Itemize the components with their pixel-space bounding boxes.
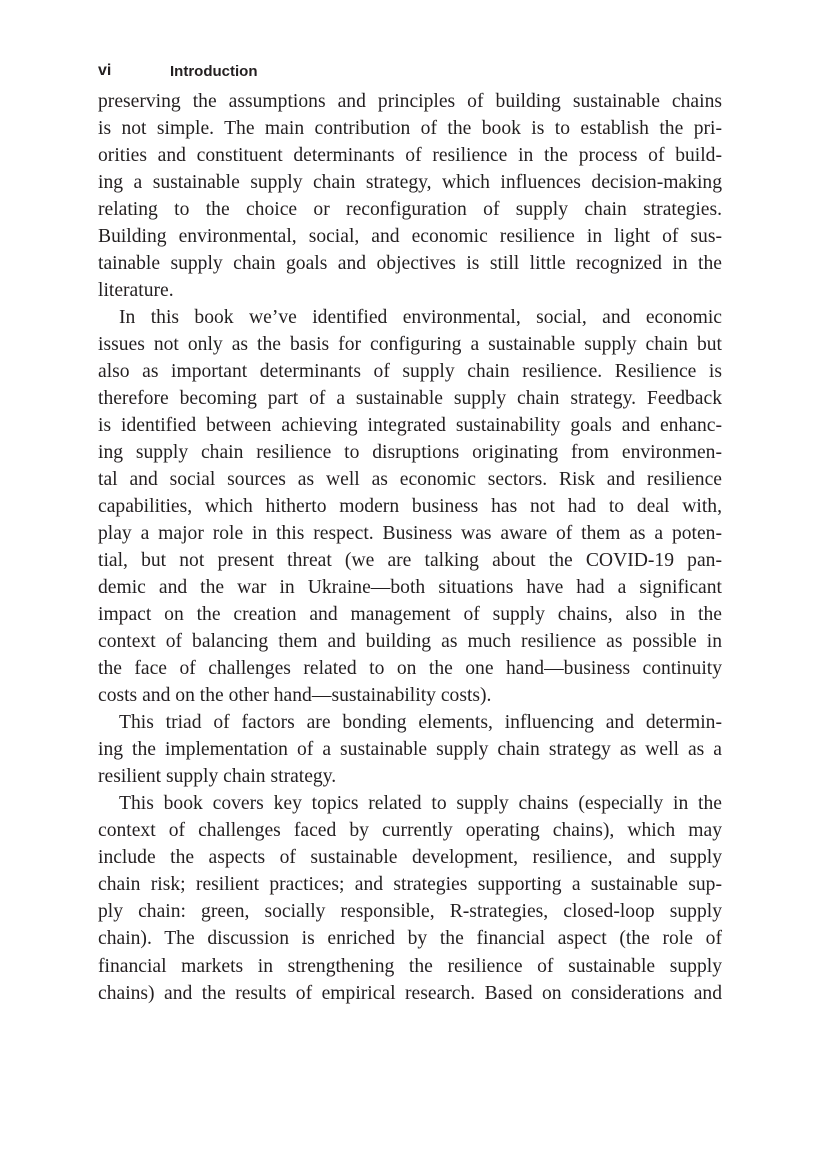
text-line: ply chain: green, socially responsible, R-strategies, closed-loop supply <box>98 901 722 923</box>
text-line: context of challenges faced by currently operating chains), which may <box>98 820 722 842</box>
text-line: ing supply chain resilience to disruptions originating from environmen- <box>98 442 722 464</box>
text-line: resilient supply chain strategy. <box>98 766 337 788</box>
text-line: This triad of factors are bonding elements, influencing and determin- <box>119 712 722 734</box>
text-line: capabilities, which hitherto modern business has not had to deal with, <box>98 496 722 518</box>
text-line: tainable supply chain goals and objectives is still little recognized in the <box>98 253 722 275</box>
paragraph <box>98 88 722 304</box>
text-line: Building environmental, social, and economic resilience in light of sus- <box>98 226 722 248</box>
text-line: This book covers key topics related to supply chains (especially in the <box>119 793 722 815</box>
text-line: relating to the choice or reconfiguration of supply chain strategies. <box>98 199 722 221</box>
text-line: play a major role in this respect. Business was aware of them as a poten- <box>98 523 722 545</box>
text-line: In this book we’ve identified environmental, social, and economic <box>119 307 722 329</box>
text-line: include the aspects of sustainable development, resilience, and supply <box>98 847 722 869</box>
text-line: ing a sustainable supply chain strategy, which influences decision-making <box>98 172 722 194</box>
text-line: the face of challenges related to on the one hand—business continuity <box>98 658 722 680</box>
text-line: is identified between achieving integrated sustainability goals and enhanc- <box>98 415 722 437</box>
body-text <box>98 88 722 1007</box>
text-line: financial markets in strengthening the resilience of sustainable supply <box>98 955 722 977</box>
text-line: chains) and the results of empirical research. Based on considerations and <box>98 982 722 1004</box>
text-line: issues not only as the basis for configuring a sustainable supply chain but <box>98 334 722 356</box>
page-number: vi <box>98 62 112 79</box>
text-line: tal and social sources as well as economic sectors. Risk and resilience <box>98 469 722 491</box>
text-line: chain). The discussion is enriched by the financial aspect (the role of <box>98 928 722 950</box>
paragraph <box>98 790 722 1006</box>
paragraph <box>98 304 722 709</box>
text-line: context of balancing them and building as much resilience as possible in <box>98 631 722 653</box>
text-line: chain risk; resilient practices; and strategies supporting a sustainable sup- <box>98 874 722 896</box>
text-line: orities and constituent determinants of resilience in the process of build- <box>98 145 722 167</box>
text-line: demic and the war in Ukraine—both situations have had a significant <box>98 577 722 599</box>
text-line: is not simple. The main contribution of the book is to establish the pri- <box>98 118 722 140</box>
text-line: also as important determinants of supply chain resilience. Resilience is <box>98 361 722 383</box>
text-line: tial, but not present threat (we are talking about the COVID-19 pan- <box>98 550 722 572</box>
text-line: preserving the assumptions and principles of building sustainable chains <box>98 91 722 112</box>
text-line: ing the implementation of a sustainable supply chain strategy as well as a <box>98 739 722 761</box>
running-title: Introduction <box>170 63 258 80</box>
text-line: literature. <box>98 280 174 302</box>
text-line: therefore becoming part of a sustainable supply chain strategy. Feedback <box>98 388 722 410</box>
paragraph <box>98 709 722 790</box>
text-line: costs and on the other hand—sustainability costs). <box>98 685 492 707</box>
text-line: impact on the creation and management of supply chains, also in the <box>98 604 722 626</box>
